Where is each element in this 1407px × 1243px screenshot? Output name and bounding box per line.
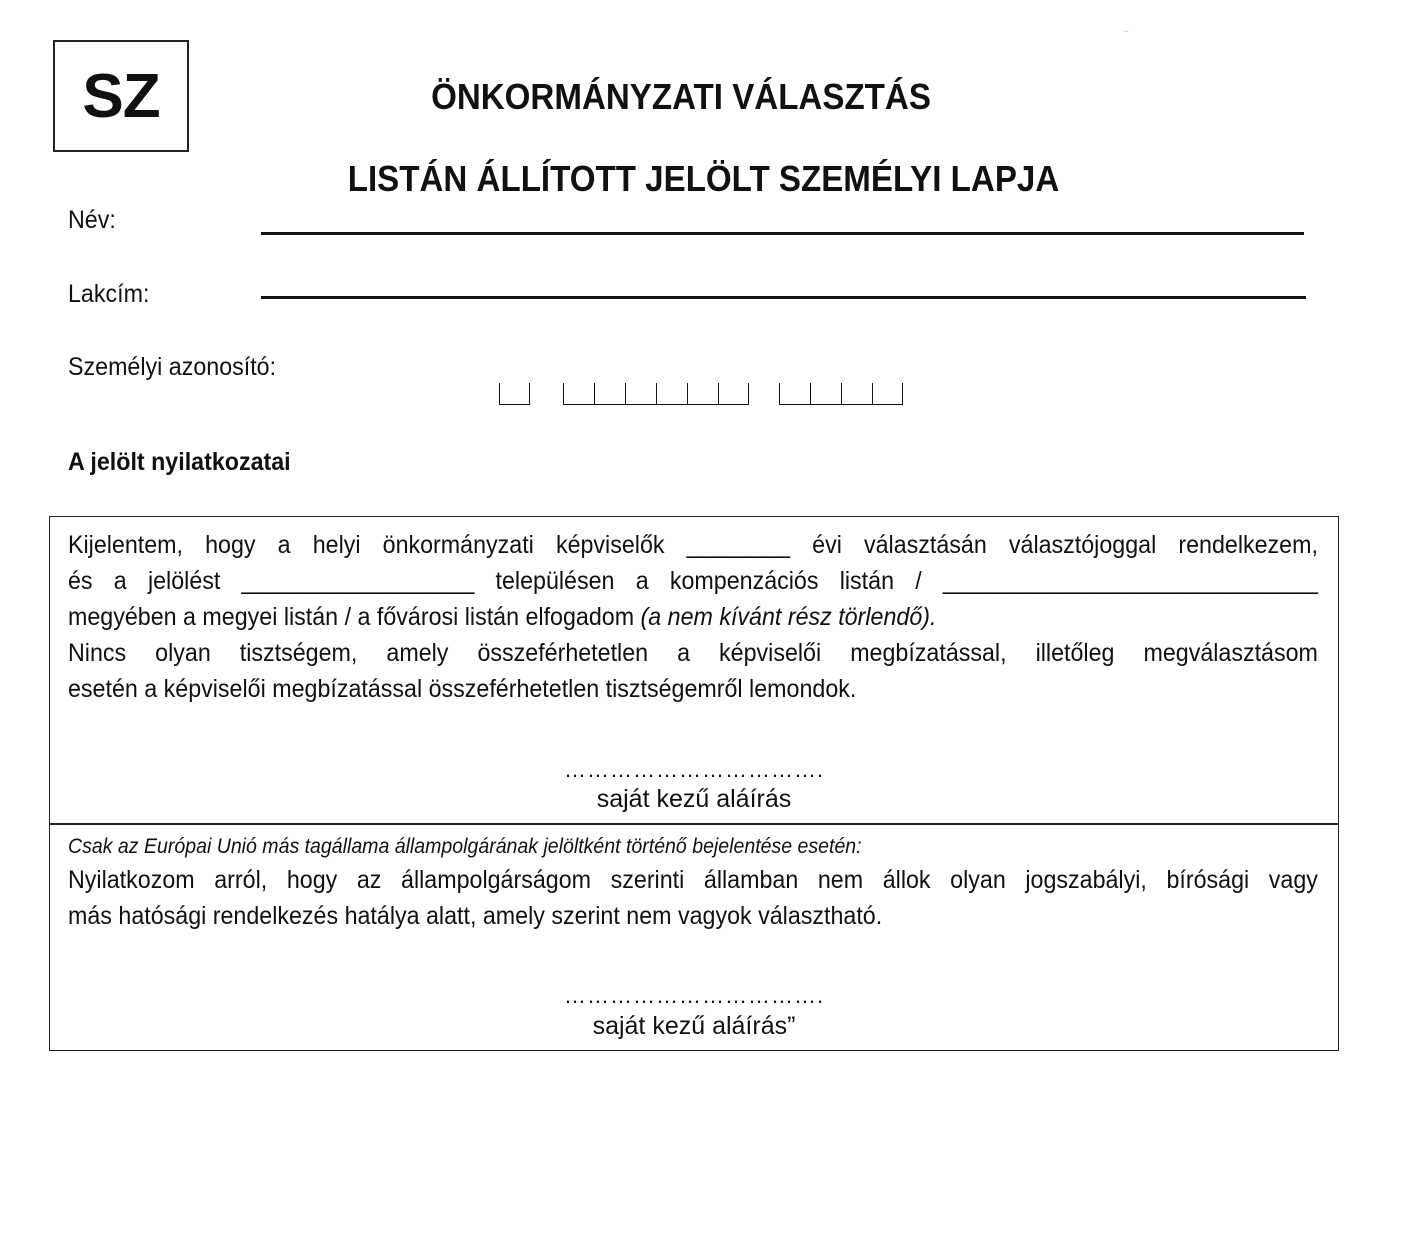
address-label: Lakcím: [68, 280, 150, 308]
id-digit-box[interactable] [687, 383, 718, 405]
declaration-line: Nincs olyan tisztségem, amely összeférhetetlen a képviselői megbízatással, illetőleg megválasztásom [68, 639, 1318, 667]
declaration-line: megyében a megyei listán / a fővárosi listán elfogadom [68, 603, 635, 631]
id-digit-box[interactable] [810, 383, 841, 405]
id-digit-box[interactable] [594, 383, 625, 405]
declaration-line: esetén a képviselői megbízatással összeférhetetlen tisztségemről lemondok. [68, 675, 857, 703]
first-signature-label: saját kezű aláírás [596, 785, 792, 813]
id-digit-box[interactable] [872, 383, 903, 405]
first-signature-line[interactable]: ……………………………. [563, 757, 825, 782]
name-field-line[interactable] [261, 232, 1304, 235]
declarations-heading: A jelölt nyilatkozatai [68, 448, 291, 476]
declaration-line-with-remark [68, 599, 1318, 635]
id-digit-box[interactable] [499, 383, 530, 405]
form-type-badge: SZ [53, 40, 189, 152]
id-digit-box[interactable] [656, 383, 687, 405]
eu-citizen-note: Csak az Európai Unió más tagállama állampolgárának jelöltként történő bejelentése esetén: [68, 835, 862, 858]
id-digit-box[interactable] [841, 383, 872, 405]
id-digit-box[interactable] [625, 383, 656, 405]
second-declaration-text [68, 862, 1318, 934]
personal-id-sex-digit[interactable] [499, 383, 530, 405]
address-field-line[interactable] [261, 296, 1306, 299]
scan-mark: ´´ [1124, 30, 1130, 39]
name-label: Név: [68, 206, 116, 234]
personal-id-label: Személyi azonosító: [68, 353, 277, 381]
form-title: ÖNKORMÁNYZATI VÁLASZTÁS [431, 76, 931, 117]
italic-remark: (a nem kívánt rész törlendő). [640, 603, 937, 631]
declaration-line: más hatósági rendelkezés hatálya alatt, amely szerint nem vagyok választható. [68, 902, 883, 930]
id-digit-box[interactable] [779, 383, 810, 405]
declaration-line: Kijelentem, hogy a helyi önkormányzati képviselők ________ évi választásán választójoggal rendelkezem, [68, 531, 1318, 559]
declarations-box [49, 516, 1339, 1051]
form-subtitle: LISTÁN ÁLLÍTOTT JELÖLT SZEMÉLYI LAPJA [347, 158, 1060, 199]
id-digit-box[interactable] [718, 383, 749, 405]
second-signature-line[interactable]: ……………………………. [563, 983, 825, 1008]
id-digit-box[interactable] [563, 383, 594, 405]
personal-id-birthdate-digits[interactable] [563, 383, 749, 405]
declarations-divider [50, 823, 1338, 825]
declaration-line: Nyilatkozom arról, hogy az állampolgárságom szerinti államban nem állok olyan jogszabályi, bírósági vagy [68, 866, 1318, 894]
first-declaration-text [68, 527, 1318, 707]
declaration-line: és a jelölést __________________ településen a kompenzációs listán / _____________________________ [68, 567, 1318, 595]
second-signature-label: saját kezű aláírás” [592, 1012, 796, 1040]
personal-id-serial-digits[interactable] [779, 383, 903, 405]
